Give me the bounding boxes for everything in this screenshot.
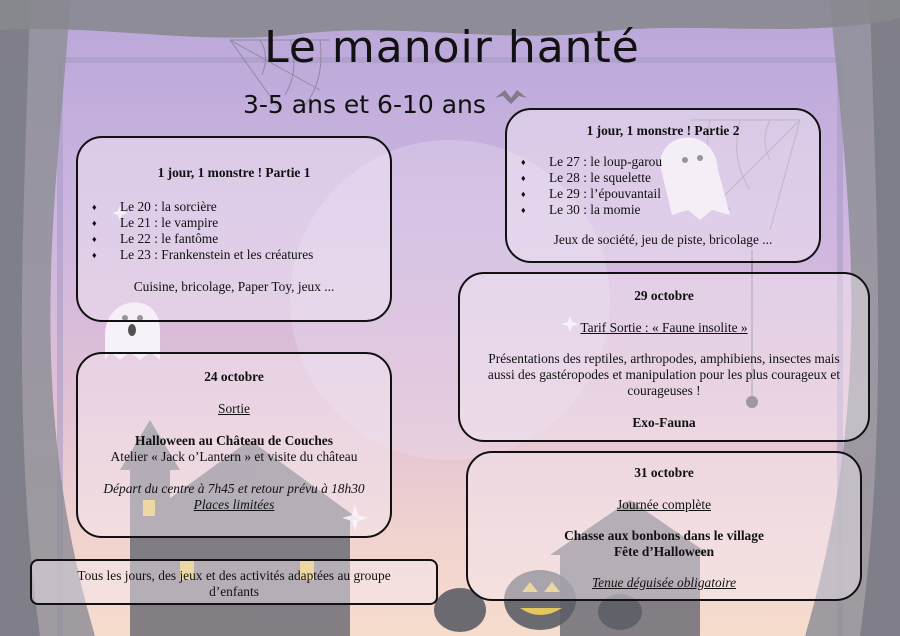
card-31-octobre	[466, 451, 862, 601]
daily-activities-note	[30, 559, 438, 605]
oct31-event-line1: Chasse aux bonbons dans le village	[564, 528, 764, 543]
partie-2-list	[507, 154, 819, 218]
oct24-event-desc: Atelier « Jack o’Lantern » et visite du château	[110, 449, 358, 464]
list-item: ♦ Le 27 : le loup-garou	[507, 154, 819, 170]
oct31-event-line2: Fête d’Halloween	[613, 544, 715, 559]
page-title: Le manoir hanté	[264, 22, 640, 73]
partie-2-activities: Jeux de société, jeu de piste, bricolage ...	[553, 232, 773, 247]
oct24-places: Places limitées	[193, 497, 275, 512]
list-item: ♦ Le 21 : le vampire	[78, 215, 390, 231]
list-item: ♦ Le 29 : l’épouvantail	[507, 186, 819, 202]
list-item: ♦ Le 20 : la sorcière	[78, 199, 390, 215]
oct24-type: Sortie	[218, 401, 250, 416]
age-range-subtitle: 3-5 ans et 6-10 ans	[243, 90, 486, 119]
list-item: ♦ Le 30 : la momie	[507, 202, 819, 218]
daily-activities-text: Tous les jours, des jeux et des activités adaptées au groupe d’enfants	[77, 568, 391, 599]
partie-1-heading: 1 jour, 1 monstre ! Partie 1	[157, 165, 311, 180]
oct31-date: 31 octobre	[634, 465, 694, 480]
partie-1-list	[78, 199, 390, 263]
list-item: ♦ Le 23 : Frankenstein et les créatures	[78, 247, 390, 263]
list-item: ♦ Le 22 : le fantôme	[78, 231, 390, 247]
oct29-description: Présentations des reptiles, arthropodes, amphibiens, insectes mais aussi des gastéropodes et manipulation pour les plus courageux et courageuses !	[487, 351, 841, 398]
oct24-date: 24 octobre	[204, 369, 264, 384]
oct29-organizer: Exo-Fauna	[632, 415, 696, 430]
oct24-departure: Départ du centre à 7h45 et retour prévu à 18h30	[103, 481, 365, 496]
partie-1-activities: Cuisine, bricolage, Paper Toy, jeux ...	[133, 279, 335, 294]
oct29-date: 29 octobre	[634, 288, 694, 303]
oct29-type: Tarif Sortie : « Faune insolite »	[580, 320, 748, 335]
oct31-type: Journée complète	[616, 497, 712, 512]
oct24-event-title: Halloween au Château de Couches	[135, 433, 333, 448]
oct31-note: Tenue déguisée obligatoire	[591, 575, 737, 590]
card-24-octobre	[76, 352, 392, 538]
list-item: ♦ Le 28 : le squelette	[507, 170, 819, 186]
partie-2-heading: 1 jour, 1 monstre ! Partie 2	[586, 123, 740, 138]
card-29-octobre	[458, 272, 870, 442]
card-partie-1	[76, 136, 392, 322]
card-partie-2	[505, 108, 821, 263]
